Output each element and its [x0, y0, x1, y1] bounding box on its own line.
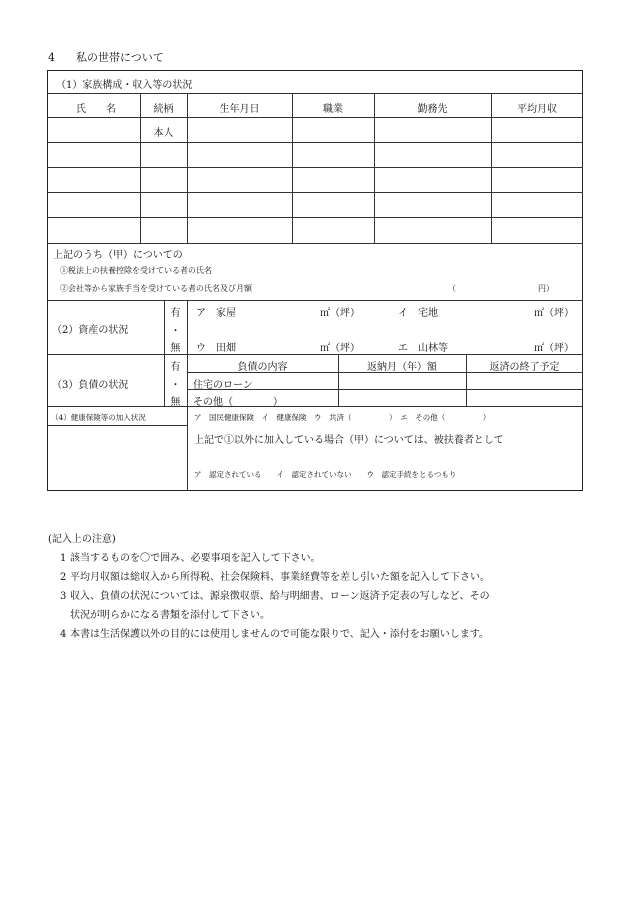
- debt-home-loan: 住宅のローン: [193, 380, 253, 391]
- note-item: [48, 568, 598, 587]
- insurance-status: ア 認定されている イ 認定されていない ウ 認定手続をとるつもり: [194, 470, 457, 479]
- family-allowance-label: ②会社等から家族手当を受けている者の氏名及び月額: [60, 284, 252, 293]
- allowance-yen-close: 円）: [538, 284, 554, 293]
- among-heading: 上記のうち（甲）についての: [53, 250, 183, 261]
- notes-title: (記入上の注意): [48, 534, 116, 545]
- tax-dependent-label: ①税法上の扶養控除を受けている者の氏名: [60, 266, 212, 275]
- asset-field-unit: ㎡（坪）: [320, 343, 360, 354]
- note-item-continued: [48, 606, 598, 625]
- note-number: 3: [60, 591, 67, 602]
- note-text: 本書は生活保護以外の目的には使用しませんので可能な限りで、記入・添付をお願いします。: [70, 629, 489, 640]
- insurance-label: （4）健康保険等の加入状況: [51, 413, 146, 422]
- col-name: 氏 名: [76, 104, 116, 115]
- insurance-options: ア 国民健康保険 イ 健康保険 ウ 共済（ ） エ その他（ ）: [194, 413, 491, 422]
- col-birthdate: 生年月日: [219, 104, 260, 115]
- col-occupation: 職業: [323, 104, 343, 115]
- insurance-note: 上記で①以外に加入している場合（甲）については、被扶養者として: [194, 435, 504, 446]
- debts-no[interactable]: 無: [170, 397, 181, 408]
- note-text: 該当するものを〇で囲み、必要事項を記入して下さい。: [70, 553, 321, 564]
- notes-section: [48, 530, 598, 644]
- asset-field: ウ 田畑: [196, 343, 236, 354]
- asset-land-unit: ㎡（坪）: [534, 308, 574, 319]
- assets-label: （2）資産の状況: [52, 325, 129, 336]
- debt-col-content: 負債の内容: [237, 362, 288, 373]
- note-number: 1: [60, 553, 67, 564]
- debt-other: その他（ ）: [193, 397, 283, 408]
- note-number: 2: [60, 572, 67, 583]
- debts-label: （3）負債の状況: [52, 380, 129, 391]
- asset-house-unit: ㎡（坪）: [320, 308, 360, 319]
- allowance-paren-open: （: [448, 284, 456, 293]
- assets-dot: ・: [170, 326, 181, 337]
- section-title: 私の世帯について: [76, 51, 164, 64]
- asset-forest: エ 山林等: [398, 343, 448, 354]
- debt-col-end: 返済の終了予定: [489, 362, 560, 373]
- debts-dot: ・: [170, 380, 181, 391]
- assets-yes[interactable]: 有: [170, 308, 181, 319]
- section-heading: [48, 49, 164, 65]
- asset-land: イ 宅地: [398, 308, 438, 319]
- col-relation: 続柄: [153, 104, 174, 115]
- asset-forest-unit: ㎡（坪）: [534, 343, 574, 354]
- col-workplace: 勤務先: [417, 104, 448, 115]
- debt-col-monthly: 返納月（年）額: [367, 362, 437, 373]
- note-text: 状況が明らかになる書類を添付して下さい。: [70, 610, 270, 621]
- note-item: [48, 625, 598, 644]
- note-text: 収入、負債の状況については、源泉徴収票、給与明細書、ローン返済予定表の写しなど、その: [70, 591, 490, 602]
- family-heading: （1）家族構成・収入等の状況: [56, 80, 193, 91]
- note-item: [48, 549, 598, 568]
- note-number: 4: [60, 629, 67, 640]
- note-item: [48, 587, 598, 606]
- col-monthly-income: 平均月収: [517, 104, 557, 115]
- household-form: [47, 70, 583, 491]
- table-cell-relation-self[interactable]: 本人: [153, 128, 174, 139]
- debts-yes[interactable]: 有: [170, 362, 181, 373]
- section-number: 4: [48, 51, 55, 64]
- assets-no[interactable]: 無: [170, 343, 181, 354]
- asset-house: ア 家屋: [196, 308, 236, 319]
- note-text: 平均月収額は総収入から所得税、社会保険料、事業経費等を差し引いた額を記入して下さい。: [70, 572, 490, 583]
